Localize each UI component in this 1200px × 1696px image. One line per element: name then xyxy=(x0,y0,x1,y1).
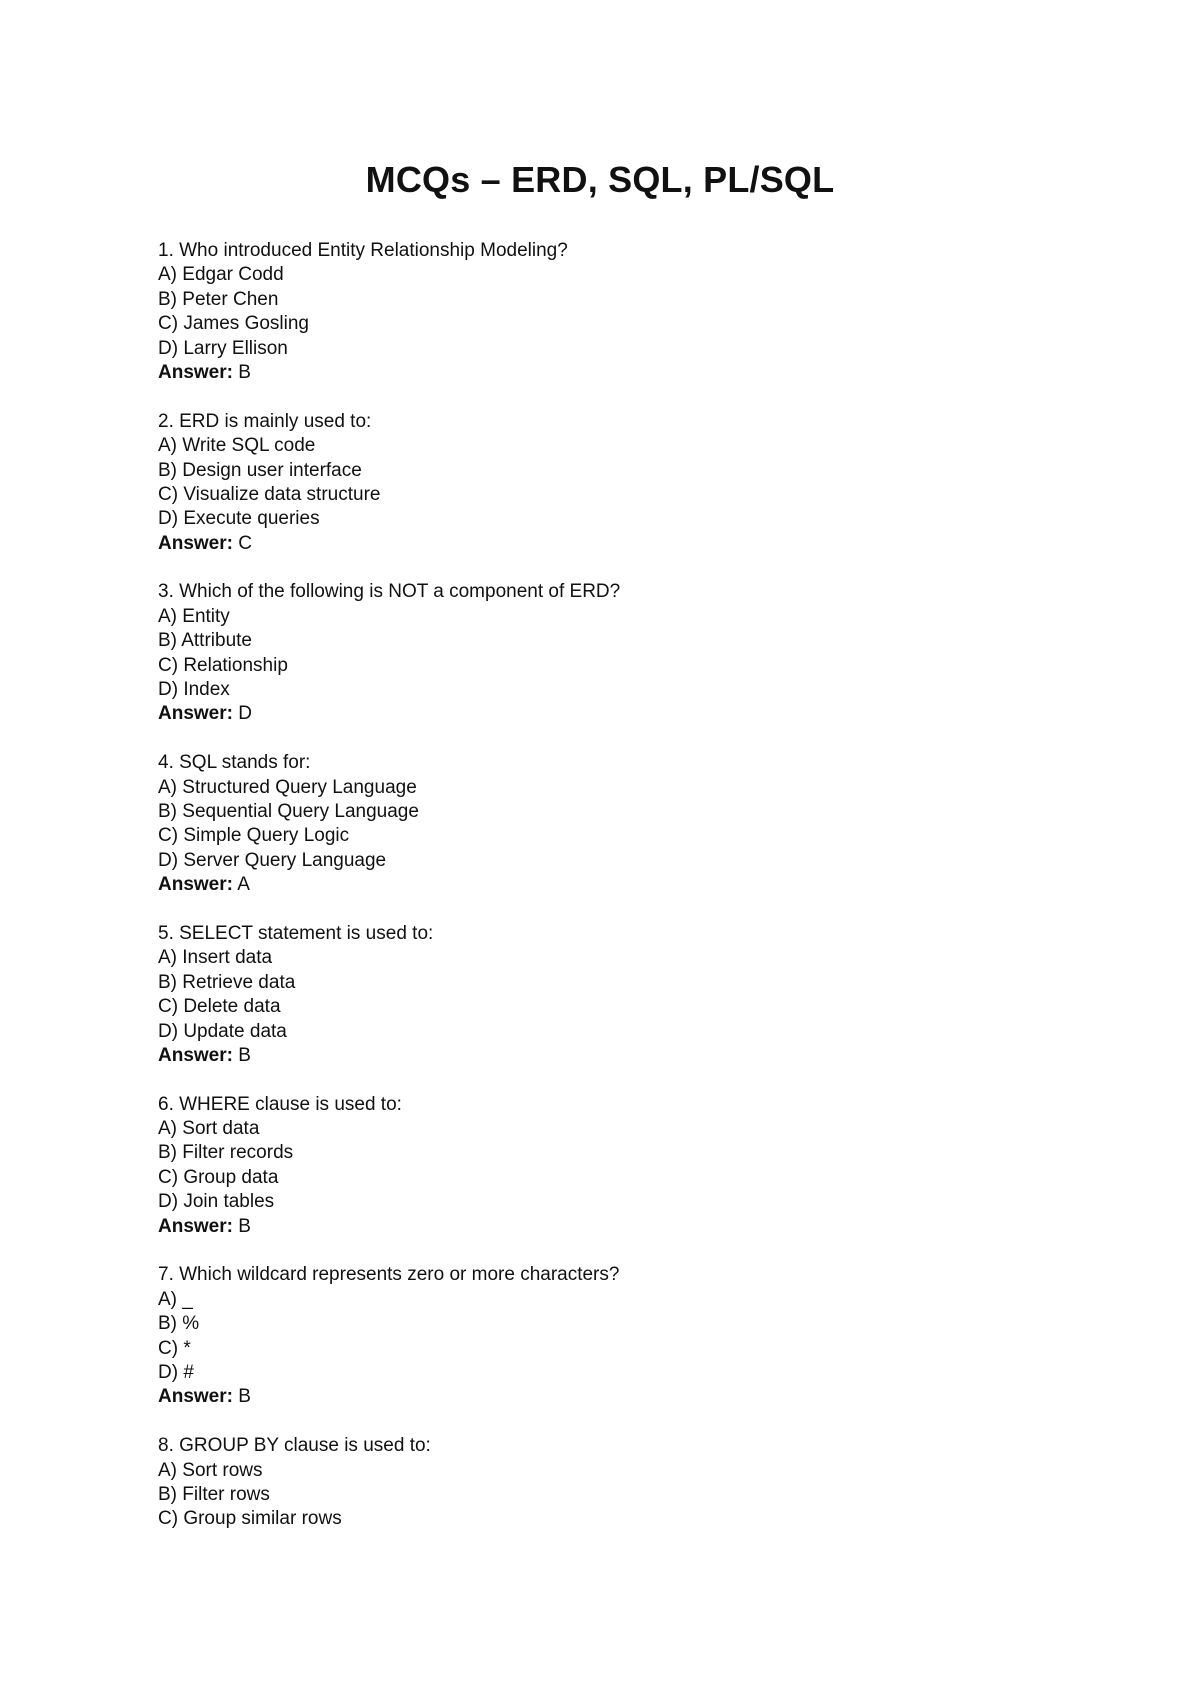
option-c: C) Delete data xyxy=(158,996,281,1018)
page-title: MCQs – ERD, SQL, PL/SQL xyxy=(365,159,835,200)
question-4 xyxy=(158,751,1058,897)
option-c: C) Relationship xyxy=(158,654,288,676)
answer-label: Answer: xyxy=(158,1215,233,1237)
option-c: C) * xyxy=(158,1337,191,1359)
option-b: B) Sequential Query Language xyxy=(158,800,419,822)
question-3 xyxy=(158,580,1058,726)
question-list xyxy=(158,239,1058,1556)
answer-line xyxy=(158,873,1058,897)
question-7 xyxy=(158,1263,1058,1409)
option-c: C) Group data xyxy=(158,1166,279,1188)
option-d: D) # xyxy=(158,1361,194,1383)
answer-label: Answer: xyxy=(158,703,233,725)
answer-label: Answer: xyxy=(158,532,233,554)
option-c: C) James Gosling xyxy=(158,313,309,335)
answer-value: C xyxy=(238,532,252,554)
question-text: 2. ERD is mainly used to: xyxy=(158,410,372,432)
answer-label: Answer: xyxy=(158,1044,233,1066)
answer-line xyxy=(158,1385,1058,1409)
question-8 xyxy=(158,1434,1058,1532)
question-6 xyxy=(158,1093,1058,1239)
option-d: D) Larry Ellison xyxy=(158,337,288,359)
question-5 xyxy=(158,922,1058,1068)
question-text: 1. Who introduced Entity Relationship Modeling? xyxy=(158,240,568,261)
question-text: 8. GROUP BY clause is used to: xyxy=(158,1435,431,1457)
option-a: A) Insert data xyxy=(158,947,273,969)
answer-line xyxy=(158,361,1058,385)
option-a: A) Edgar Codd xyxy=(158,264,284,286)
option-b: B) % xyxy=(158,1313,200,1335)
question-text: 4. SQL stands for: xyxy=(158,752,311,774)
question-text: 3. Which of the following is NOT a component of ERD? xyxy=(158,581,621,603)
question-text: 6. WHERE clause is used to: xyxy=(158,1093,402,1115)
option-c: C) Visualize data structure xyxy=(158,483,381,505)
option-b: B) Filter rows xyxy=(158,1483,270,1505)
option-b: B) Peter Chen xyxy=(158,288,279,310)
option-a: A) Sort rows xyxy=(158,1459,263,1481)
option-b: B) Filter records xyxy=(158,1142,294,1164)
answer-value: B xyxy=(238,1386,251,1408)
answer-line xyxy=(158,532,1058,556)
option-a: A) Structured Query Language xyxy=(158,776,417,798)
answer-value: B xyxy=(238,361,251,383)
option-a: A) Entity xyxy=(158,605,230,627)
option-d: D) Update data xyxy=(158,1020,287,1042)
answer-value: D xyxy=(238,703,252,725)
option-a: A) Sort data xyxy=(158,1118,260,1140)
answer-label: Answer: xyxy=(158,874,233,896)
question-1 xyxy=(158,239,1058,385)
answer-line xyxy=(158,1215,1058,1239)
option-b: B) Attribute xyxy=(158,630,252,652)
option-a: A) _ xyxy=(158,1288,193,1310)
answer-label: Answer: xyxy=(158,361,233,383)
option-d: D) Execute queries xyxy=(158,508,320,530)
answer-value: B xyxy=(238,1044,251,1066)
answer-value: B xyxy=(238,1215,251,1237)
option-c: C) Simple Query Logic xyxy=(158,825,350,847)
option-b: B) Design user interface xyxy=(158,459,362,481)
option-d: D) Index xyxy=(158,679,230,701)
answer-value: A xyxy=(237,874,250,896)
option-d: D) Server Query Language xyxy=(158,849,387,871)
option-a: A) Write SQL code xyxy=(158,435,316,457)
option-c: C) Group similar rows xyxy=(158,1508,342,1530)
option-d: D) Join tables xyxy=(158,1191,275,1213)
question-2 xyxy=(158,410,1058,556)
question-text: 7. Which wildcard represents zero or more characters? xyxy=(158,1264,620,1286)
option-b: B) Retrieve data xyxy=(158,971,296,993)
answer-line xyxy=(158,702,1058,726)
answer-line xyxy=(158,1044,1058,1068)
question-text: 5. SELECT statement is used to: xyxy=(158,922,434,944)
answer-label: Answer: xyxy=(158,1386,233,1408)
